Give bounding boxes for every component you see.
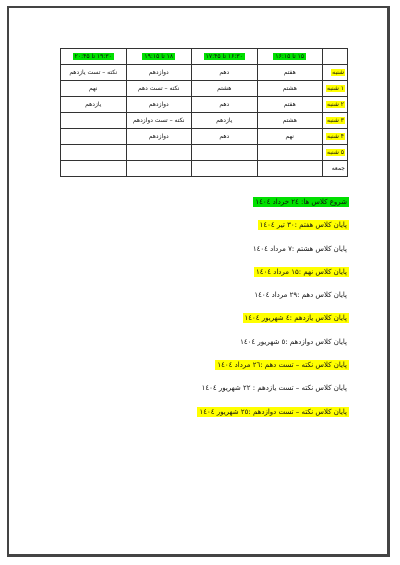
- table-cell: [126, 113, 192, 129]
- class-dates-list: [60, 198, 349, 431]
- cell-text: ۱۸ تا ۱۹:۱۵: [144, 53, 174, 60]
- cell-text: نکته – تست یازدهم: [69, 69, 118, 76]
- table-cell: [126, 161, 192, 177]
- table-header-cell: [126, 49, 192, 65]
- class-end-date: [60, 361, 349, 370]
- day-cell: [323, 65, 348, 81]
- cell-text: ۱۵ تا ۱۶:۱۵: [275, 53, 305, 60]
- table-cell: [61, 113, 127, 129]
- cell-text: هفتم: [283, 101, 296, 108]
- class-end-date: [60, 221, 349, 230]
- table-row: [61, 97, 348, 113]
- cell-text: دوازدهم: [148, 69, 169, 76]
- cell-text: هشتم: [217, 85, 232, 92]
- date-text: پایان کلاس نکته – تست دوازدهم :۲٥ شهریور ۱٤۰٤: [199, 407, 347, 416]
- date-text: پایان کلاس نهم :۱۵ مرداد ۱٤۰٤: [255, 267, 347, 276]
- table-cell: [257, 81, 323, 97]
- cell-text: ۲ شنبه: [326, 101, 344, 108]
- table-row: [61, 145, 348, 161]
- table-cell: [61, 97, 127, 113]
- class-end-date: [60, 268, 349, 277]
- table-header-cell: [257, 49, 323, 65]
- cell-text: هشتم: [282, 117, 297, 124]
- date-text: پایان کلاس نکته – تست یازدهم : ۲۲ شهریور ۱٤۰٤: [201, 384, 347, 393]
- table-cell: [126, 81, 192, 97]
- day-cell: [323, 81, 348, 97]
- cell-text: نهم: [89, 85, 98, 92]
- table-cell: [192, 113, 258, 129]
- cell-text: یازدهم: [216, 117, 233, 124]
- table-cell: [257, 97, 323, 113]
- cell-text: هشتم: [282, 85, 297, 92]
- cell-text: نکته – تست دوازدهم: [132, 117, 185, 124]
- table-cell: [192, 161, 258, 177]
- date-text: پایان کلاس دهم :۲۹ مرداد ۱٤۰٤: [254, 291, 347, 300]
- date-text: پایان کلاس یازدهم :٤ شهریور ۱٤۰٤: [244, 314, 347, 323]
- table-cell: [126, 97, 192, 113]
- table-header-cell: [192, 49, 258, 65]
- table-cell: [192, 65, 258, 81]
- table-cell: [192, 129, 258, 145]
- table-cell: [126, 129, 192, 145]
- table-header-cell: [323, 49, 348, 65]
- date-text: پایان کلاس هفتم :۳۰ تیر ۱٤۰٤: [259, 221, 347, 230]
- schedule-table: [60, 48, 348, 177]
- table-cell: [61, 145, 127, 161]
- table-header-row: [61, 49, 348, 65]
- date-text: پایان کلاس هشتم :۷ مرداد ۱٤۰٤: [252, 244, 347, 253]
- table-cell: [61, 129, 127, 145]
- day-cell: [323, 129, 348, 145]
- day-cell: [323, 113, 348, 129]
- cell-text: نهم: [285, 133, 294, 140]
- cell-text: دهم: [219, 133, 230, 140]
- table-cell: [257, 113, 323, 129]
- cell-text: هفتم: [283, 69, 296, 76]
- cell-text: نکته – تست دهم: [138, 85, 180, 92]
- cell-text: دوازدهم: [148, 133, 169, 140]
- table-cell: [192, 145, 258, 161]
- class-end-date: [60, 408, 349, 417]
- table-cell: [257, 65, 323, 81]
- date-text: شروع کلاس ها: ۲٤ خرداد ۱٤۰٤: [255, 198, 347, 206]
- cell-text: ۳ شنبه: [326, 117, 344, 124]
- cell-text: ۱۶:۳۰ تا ۱۷:۴۵: [205, 53, 243, 60]
- table-header-cell: [61, 49, 127, 65]
- day-cell: [323, 161, 348, 177]
- table-cell: [61, 65, 127, 81]
- class-end-date: [60, 338, 349, 347]
- date-text: پایان کلاس دوازدهم :٥ شهریور ۱٤۰٤: [240, 337, 347, 346]
- table-row: [61, 65, 348, 81]
- table-row: [61, 113, 348, 129]
- table-cell: [61, 81, 127, 97]
- cell-text: شنبه: [332, 69, 344, 76]
- table-cell: [257, 129, 323, 145]
- table-row: [61, 129, 348, 145]
- day-cell: [323, 97, 348, 113]
- cell-text: ۱ شنبه: [326, 85, 344, 92]
- table-row: [61, 81, 348, 97]
- table-cell: [126, 65, 192, 81]
- cell-text: جمعه: [331, 165, 345, 172]
- class-end-date: [60, 384, 349, 393]
- cell-text: دهم: [219, 101, 230, 108]
- class-end-date: [60, 314, 349, 323]
- table-cell: [257, 145, 323, 161]
- table-cell: [192, 81, 258, 97]
- cell-text: ۱۹:۳۰ تا ۲۰:۴۵: [74, 53, 112, 60]
- table-cell: [257, 161, 323, 177]
- cell-text: دوازدهم: [148, 101, 169, 108]
- table-cell: [61, 161, 127, 177]
- table-cell: [192, 97, 258, 113]
- class-end-date: [60, 245, 349, 254]
- day-cell: [323, 145, 348, 161]
- table-row: [61, 161, 348, 177]
- table-cell: [126, 145, 192, 161]
- date-text: پایان کلاس نکته – تست دهم :۲٦ مرداد ۱٤۰٤: [217, 361, 347, 370]
- class-start-date: [60, 198, 349, 207]
- cell-text: ۴ شنبه: [326, 133, 344, 140]
- cell-text: دهم: [219, 69, 230, 76]
- cell-text: یازدهم: [85, 101, 102, 108]
- class-end-date: [60, 291, 349, 300]
- cell-text: ۵ شنبه: [326, 149, 344, 156]
